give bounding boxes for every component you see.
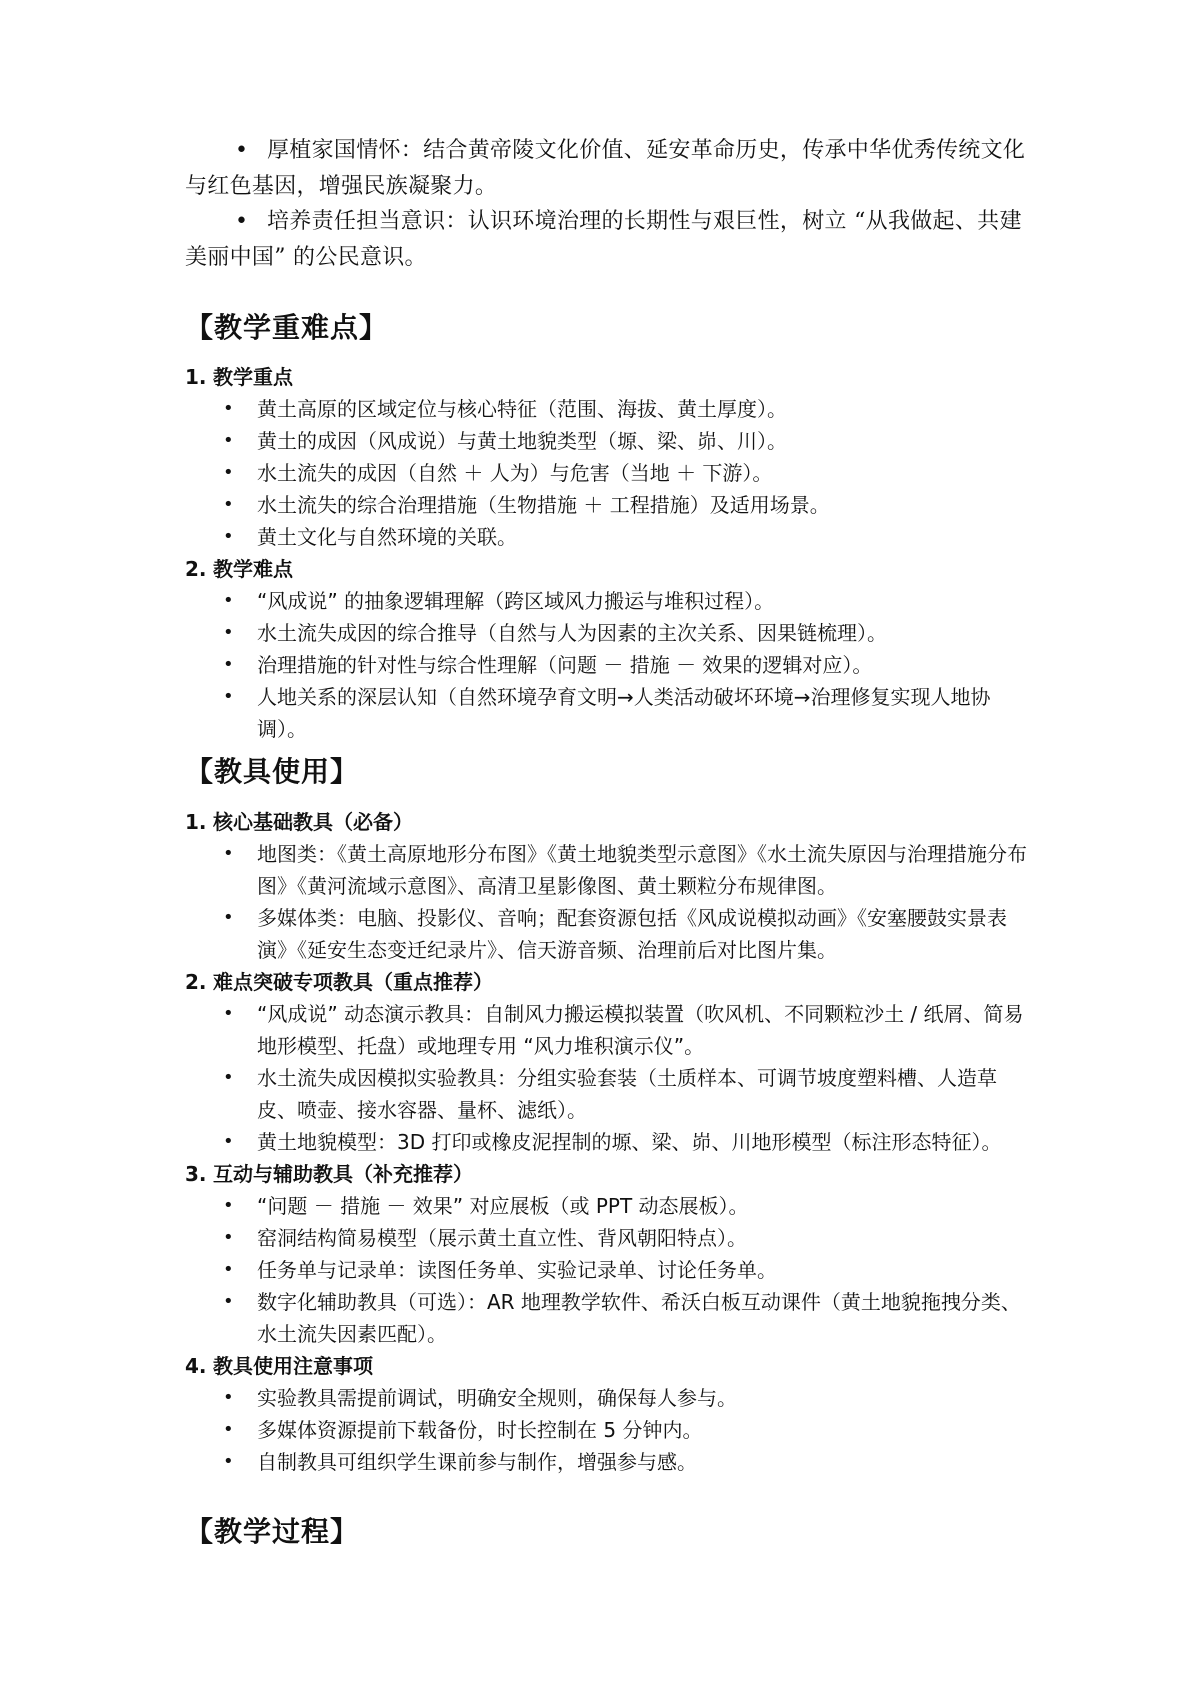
list-item <box>185 1382 1035 1414</box>
list-item <box>185 1414 1035 1446</box>
subsection-title-text: 难点突破专项教具（重点推荐） <box>213 970 493 994</box>
bullet-glyph: • <box>223 1291 234 1312</box>
bullet-glyph: • <box>223 462 234 483</box>
list-item-text: 黄土地貌模型：3D 打印或橡皮泥捏制的塬、梁、峁、川地形模型（标注形态特征）。 <box>257 1130 1002 1154</box>
list-item-text: “风成说” 的抽象逻辑理解（跨区域风力搬运与堆积过程）。 <box>257 589 775 613</box>
heading-key-points: 【教学重难点】 <box>185 311 389 344</box>
list-item-text: 黄土文化与自然环境的关联。 <box>257 525 517 549</box>
list-item <box>185 617 1035 649</box>
list-item-text: 多媒体资源提前下载备份，时长控制在 5 分钟内。 <box>257 1418 703 1442</box>
intro-bullet-responsibility <box>185 204 1035 276</box>
subsection-title <box>185 1158 1035 1190</box>
bullet-glyph: • <box>223 398 234 419</box>
list-item-text: 黄土的成因（风成说）与黄土地貌类型（塬、梁、峁、川）。 <box>257 429 787 453</box>
list-item <box>185 649 1035 681</box>
list-item <box>185 425 1035 457</box>
list-item <box>185 1190 1035 1222</box>
list-item-text: 黄土高原的区域定位与核心特征（范围、海拔、黄土厚度）。 <box>257 397 787 421</box>
bullet-glyph: • <box>235 138 249 163</box>
intro-bullet-text: 培养责任担当意识：认识环境治理的长期性与艰巨性，树立 “从我做起、共建美丽中国” 的公民意识。 <box>185 209 1022 270</box>
list-item-text: 实验教具需提前调试，明确安全规则，确保每人参与。 <box>257 1386 737 1410</box>
bullet-glyph: • <box>223 1451 234 1472</box>
bullet-glyph: • <box>235 209 249 234</box>
bullet-glyph: • <box>223 526 234 547</box>
bullet-glyph: • <box>223 1195 234 1216</box>
bullet-glyph: • <box>223 843 234 864</box>
bullet-glyph: • <box>223 590 234 611</box>
list-item-text: 多媒体类：电脑、投影仪、音响；配套资源包括《风成说模拟动画》《安塞腰鼓实景表演》《延安生态变迁纪录片》、信天游音频、治理前后对比图片集。 <box>257 906 1007 962</box>
bullet-glyph: • <box>223 622 234 643</box>
list-item-text: 人地关系的深层认知（自然环境孕育文明→人类活动破坏环境→治理修复实现人地协调）。 <box>257 685 991 741</box>
bullet-glyph: • <box>223 1227 234 1248</box>
subsection-title-text: 教学难点 <box>213 557 293 581</box>
heading-teaching-aids: 【教具使用】 <box>185 755 360 788</box>
key-points-section <box>185 361 1035 745</box>
list-item-text: 水土流失的成因（自然 ＋ 人为）与危害（当地 ＋ 下游）。 <box>257 461 773 485</box>
bullet-list <box>185 1190 1035 1350</box>
bullet-list <box>185 838 1035 966</box>
subsection-title <box>185 806 1035 838</box>
list-item-text: 水土流失成因的综合推导（自然与人为因素的主次关系、因果链梳理）。 <box>257 621 887 645</box>
subsection-title <box>185 1350 1035 1382</box>
bullet-glyph: • <box>223 1419 234 1440</box>
list-item <box>185 1062 1035 1126</box>
bullet-glyph: • <box>223 1067 234 1088</box>
subsection-title-text: 教学重点 <box>213 365 293 389</box>
bullet-list <box>185 1382 1035 1478</box>
list-item-text: “问题 － 措施 － 效果” 对应展板（或 PPT 动态展板）。 <box>257 1194 749 1218</box>
list-item <box>185 1446 1035 1478</box>
bullet-glyph: • <box>223 1387 234 1408</box>
subsection-title <box>185 966 1035 998</box>
list-item <box>185 1126 1035 1158</box>
bullet-glyph: • <box>223 907 234 928</box>
subsection-title-text: 互动与辅助教具（补充推荐） <box>213 1162 473 1186</box>
list-item <box>185 393 1035 425</box>
subsection-number: 1. <box>185 810 207 834</box>
teaching-aids-section <box>185 806 1035 1478</box>
bullet-list <box>185 393 1035 553</box>
list-item-text: 自制教具可组织学生课前参与制作，增强参与感。 <box>257 1450 697 1474</box>
subsection-number: 2. <box>185 557 207 581</box>
list-item-text: 地图类：《黄土高原地形分布图》《黄土地貌类型示意图》《水土流失原因与治理措施分布图》《黄河流域示意图》、高清卫星影像图、黄土颗粒分布规律图。 <box>257 842 1027 898</box>
list-item-text: “风成说” 动态演示教具：自制风力搬运模拟装置（吹风机、不同颗粒沙土 / 纸屑、简易地形模型、托盘）或地理专用 “风力堆积演示仪”。 <box>257 1002 1024 1058</box>
subsection-title <box>185 361 1035 393</box>
list-item <box>185 489 1035 521</box>
list-item <box>185 998 1035 1062</box>
bullet-glyph: • <box>223 1259 234 1280</box>
list-item <box>185 521 1035 553</box>
list-item <box>185 1222 1035 1254</box>
bullet-glyph: • <box>223 430 234 451</box>
bullet-glyph: • <box>223 1003 234 1024</box>
bullet-glyph: • <box>223 686 234 707</box>
list-item <box>185 838 1035 902</box>
list-item-text: 任务单与记录单：读图任务单、实验记录单、讨论任务单。 <box>257 1258 777 1282</box>
list-item <box>185 457 1035 489</box>
list-item-text: 水土流失成因模拟实验教具：分组实验套装（土质样本、可调节坡度塑料槽、人造草皮、喷壶、接水容器、量杯、滤纸）。 <box>257 1066 997 1122</box>
list-item-text: 窑洞结构简易模型（展示黄土直立性、背风朝阳特点）。 <box>257 1226 747 1250</box>
bullet-glyph: • <box>223 654 234 675</box>
subsection-number: 3. <box>185 1162 207 1186</box>
bullet-glyph: • <box>223 494 234 515</box>
bullet-list <box>185 585 1035 745</box>
list-item-text: 数字化辅助教具（可选）：AR 地理教学软件、希沃白板互动课件（黄土地貌拖拽分类、水土流失因素匹配）。 <box>257 1290 1021 1346</box>
list-item <box>185 1286 1035 1350</box>
subsection-title <box>185 553 1035 585</box>
list-item-text: 水土流失的综合治理措施（生物措施 ＋ 工程措施）及适用场景。 <box>257 493 830 517</box>
subsection-number: 4. <box>185 1354 207 1378</box>
list-item-text: 治理措施的针对性与综合性理解（问题 － 措施 － 效果的逻辑对应）。 <box>257 653 873 677</box>
subsection-number: 1. <box>185 365 207 389</box>
list-item <box>185 902 1035 966</box>
bullet-glyph: • <box>223 1131 234 1152</box>
bullet-list <box>185 998 1035 1158</box>
list-item <box>185 1254 1035 1286</box>
subsection-title-text: 教具使用注意事项 <box>213 1354 373 1378</box>
subsection-title-text: 核心基础教具（必备） <box>213 810 413 834</box>
intro-bullet-text: 厚植家国情怀：结合黄帝陵文化价值、延安革命历史，传承中华优秀传统文化与红色基因，增强民族凝聚力。 <box>185 138 1026 199</box>
heading-teaching-process: 【教学过程】 <box>185 1515 360 1548</box>
list-item <box>185 681 1035 745</box>
intro-bullet-patriotism <box>185 133 1035 205</box>
subsection-number: 2. <box>185 970 207 994</box>
list-item <box>185 585 1035 617</box>
